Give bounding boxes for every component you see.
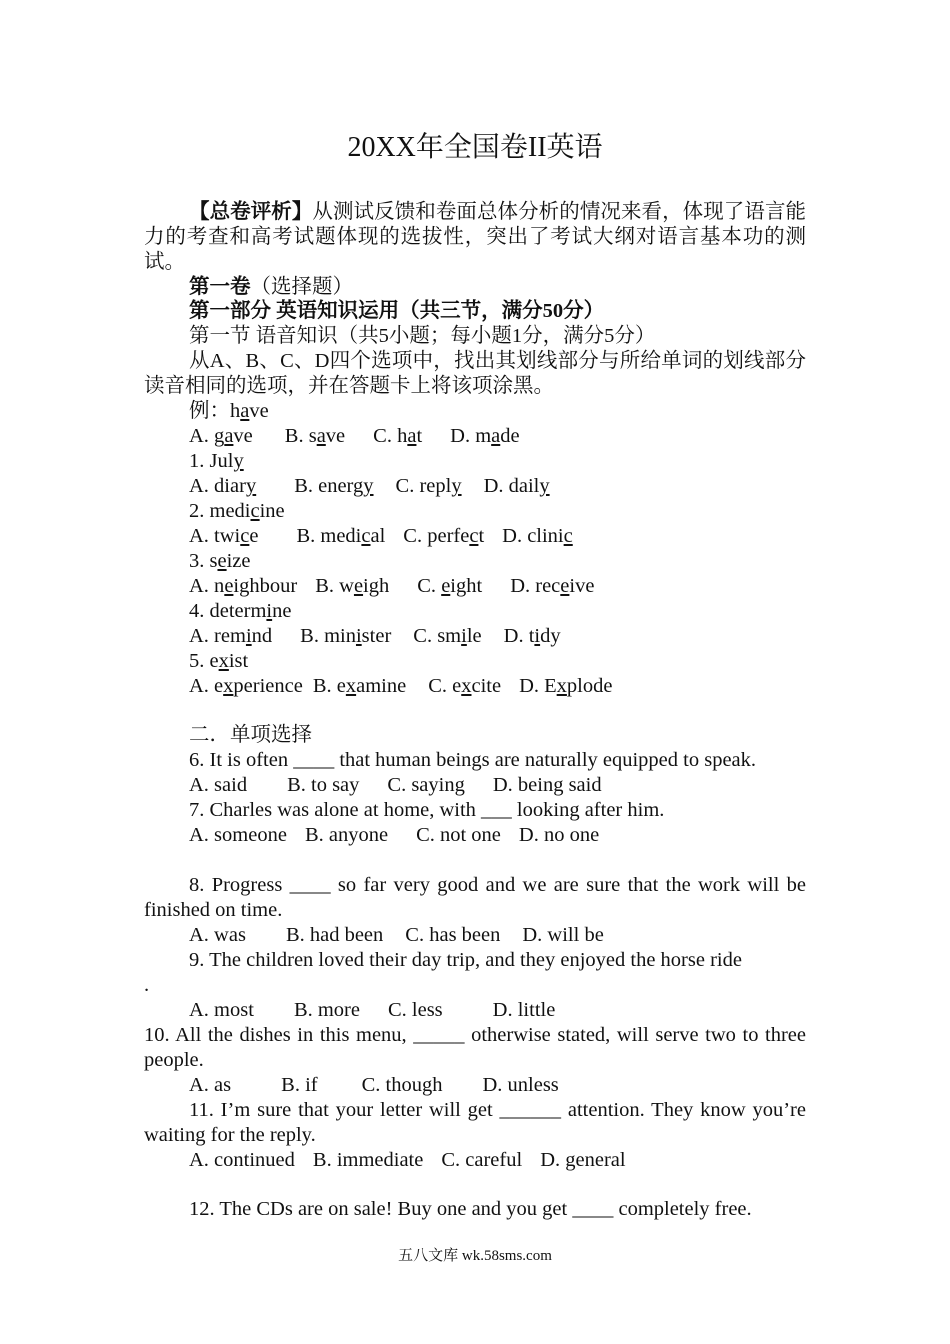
q10-options: A. as B. if C. though D. unless xyxy=(189,1074,559,1096)
option: C. hat xyxy=(373,425,423,447)
example-options xyxy=(189,424,520,449)
q8-options: A. was B. had been C. has been D. will be xyxy=(189,924,604,946)
q9-stem-cont: . xyxy=(144,974,150,996)
phonetic-q5-options: A. experience B. examine C. excite D. Explode xyxy=(189,675,613,697)
q8-stem: 8. Progress ____ so far very good and we are sure that the work will be finished on time. xyxy=(144,874,806,921)
footer-watermark: 五八文库 wk.58sms.com xyxy=(398,1248,552,1264)
q7-stem: 7. Charles was alone at home, with ___ looking after him. xyxy=(189,799,665,821)
q9-options: A. most B. more C. less D. little xyxy=(189,999,556,1021)
phonetic-q2-options: A. twice B. medical C. perfect D. clinic xyxy=(189,525,573,547)
q12-stem: 12. The CDs are on sale! Buy one and you get ____ completely free. xyxy=(189,1198,752,1220)
q11-stem: 11. I’m sure that your letter will get ______ attention. They know you’re waiting for the reply. xyxy=(144,1099,806,1146)
q6-stem: 6. It is often ____ that human beings are naturally equipped to speak. xyxy=(189,749,757,771)
summary-text: 从测试反馈和卷面总体分析的情况来看，体现了语言能力的考查和高考试题体现的选拔性，突出了考试大纲对语言基本功的测试。 xyxy=(144,201,807,273)
phonetic-q5-word: 5. exist xyxy=(189,650,249,672)
q11-options: A. continued B. immediate C. careful D. general xyxy=(189,1149,626,1171)
example-word: 例：have xyxy=(189,400,269,422)
q7-options: A. someone B. anyone C. not one D. no one xyxy=(189,824,600,846)
part1-heading: 第一部分 英语知识运用（共三节，满分50分） xyxy=(189,300,605,322)
summary-label: 【总卷评析】 xyxy=(189,201,313,223)
phonetic-q3-options: A. neighbour B. weigh C. eight D. receive xyxy=(189,575,595,597)
section1-heading: 第一节 语音知识（共5小题；每小题1分，满分5分） xyxy=(189,325,656,347)
option: D. made xyxy=(450,425,520,447)
phonetic-q2-word: 2. medicine xyxy=(189,500,285,522)
phonetic-q1-word: 1. July xyxy=(189,450,244,472)
option: B. save xyxy=(284,425,346,447)
q6-options: A. said B. to say C. saying D. being said xyxy=(189,774,602,796)
volume-heading: 第一卷（选择题） xyxy=(189,276,353,298)
section2-heading: 二．单项选择 xyxy=(189,724,312,746)
option: A. gave xyxy=(189,425,253,447)
page-title: 20XX年全国卷II英语 xyxy=(347,132,603,163)
phonetic-q4-options: A. remind B. minister C. smile D. tidy xyxy=(189,625,561,647)
q10-stem: 10. All the dishes in this menu, _____ otherwise stated, will serve two to three people. xyxy=(144,1024,806,1071)
summary-paragraph xyxy=(144,200,806,275)
phonetic-q3-word: 3. seize xyxy=(189,550,251,572)
section1-instruction: 从A、B、C、D四个选项中，找出其划线部分与所给单词的划线部分读音相同的选项，并在答题卡上将该项涂黑。 xyxy=(144,350,806,397)
phonetic-q4-word: 4. determine xyxy=(189,600,292,622)
phonetic-q1-options: A. diary B. energy C. reply D. daily xyxy=(189,475,550,497)
q9-stem: 9. The children loved their day trip, and they enjoyed the horse ride xyxy=(189,949,742,971)
